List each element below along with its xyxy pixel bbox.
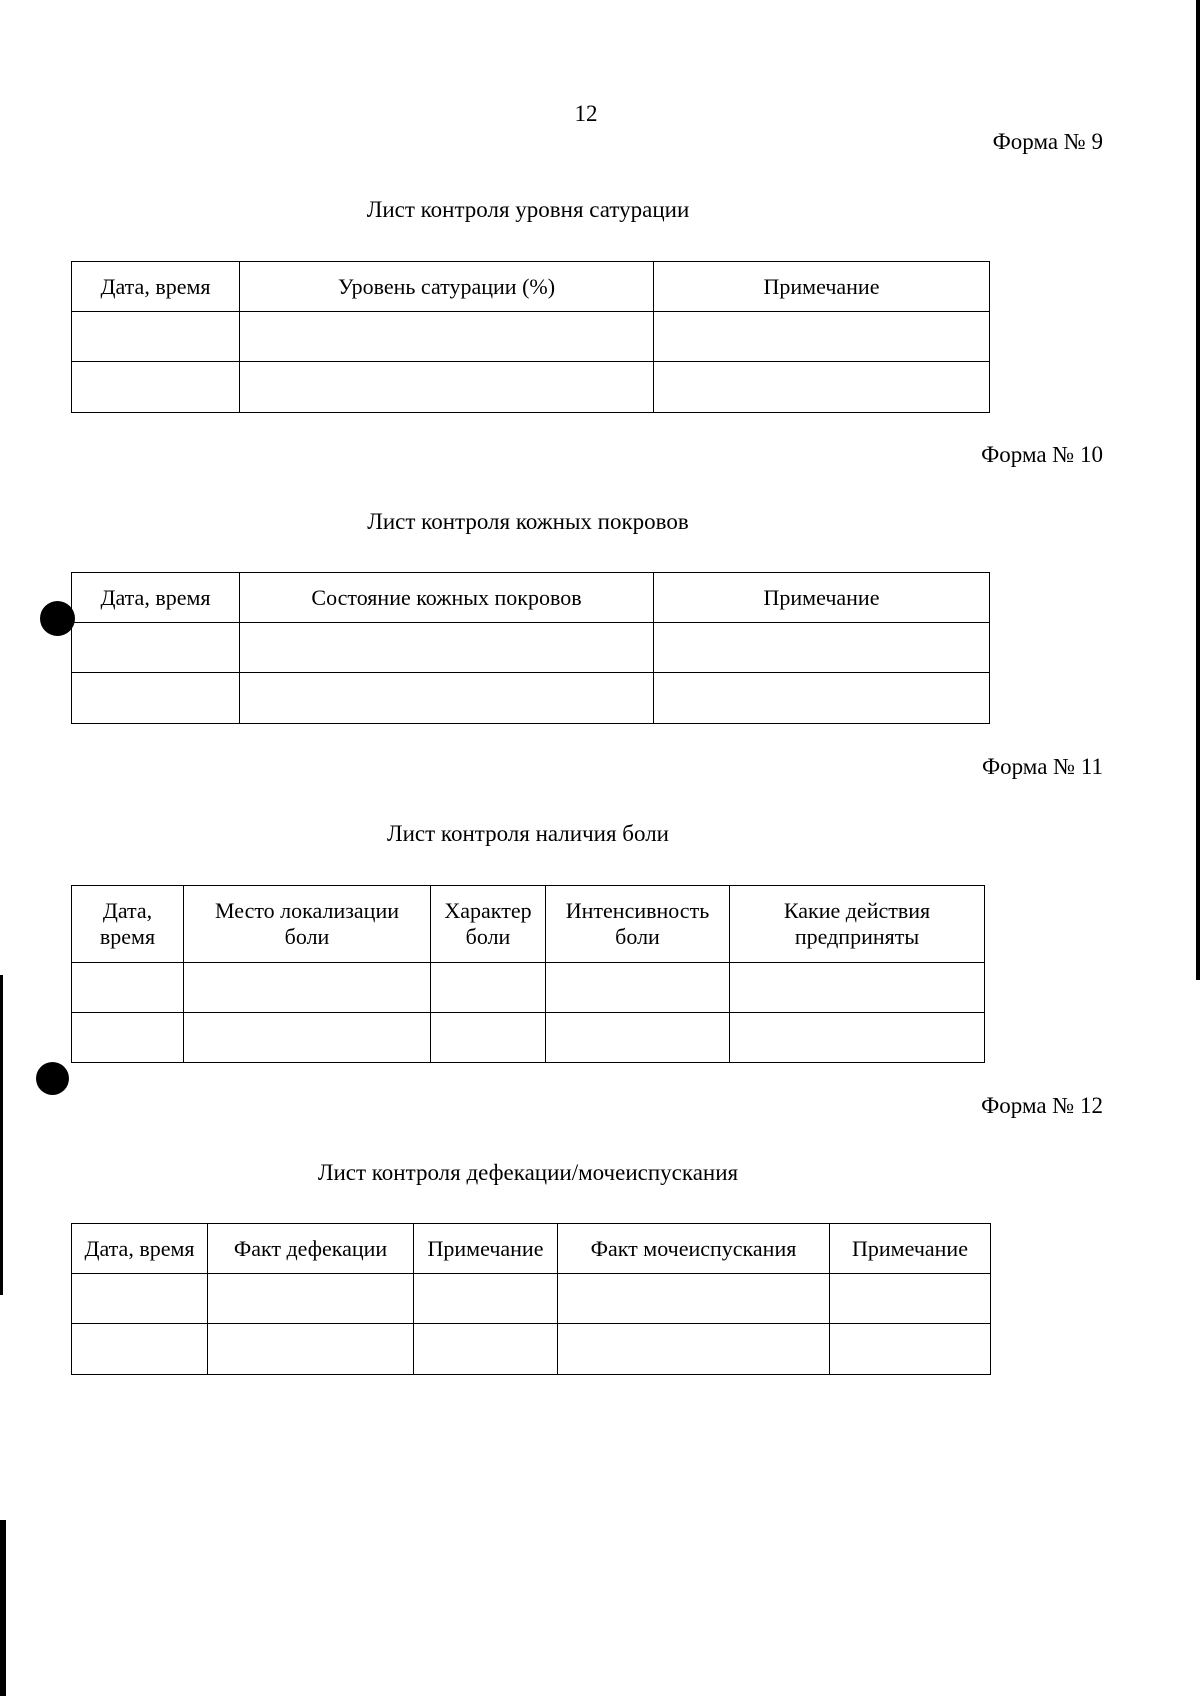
table-cell[interactable] xyxy=(184,1013,431,1063)
sheet-title-saturation: Лист контроля уровня сатурации xyxy=(366,197,690,222)
table-cell[interactable] xyxy=(730,1013,985,1063)
column-header-line: время xyxy=(99,924,156,949)
table-cell[interactable] xyxy=(546,1013,730,1063)
table-cell[interactable] xyxy=(558,1324,830,1375)
pain-table xyxy=(71,885,985,1063)
table-cell[interactable] xyxy=(240,312,654,362)
form-label-10: Форма № 10 xyxy=(981,442,1103,467)
sheet-title-pain: Лист контроля наличия боли xyxy=(387,821,669,846)
table-cell[interactable] xyxy=(208,1274,414,1324)
column-header xyxy=(72,886,184,963)
form-label-12: Форма № 12 xyxy=(981,1093,1103,1118)
scan-edge-left xyxy=(0,975,3,1295)
column-header-line: Характер xyxy=(444,898,532,923)
table-row xyxy=(72,1274,991,1324)
table-cell[interactable] xyxy=(72,673,240,724)
table-cell[interactable] xyxy=(558,1274,830,1324)
form-label-9: Форма № 9 xyxy=(992,129,1103,154)
table-cell[interactable] xyxy=(730,963,985,1013)
column-header xyxy=(730,886,985,963)
column-header: Факт дефекации xyxy=(208,1224,414,1274)
column-header: Дата, время xyxy=(72,262,240,312)
table-row xyxy=(72,362,990,413)
table-cell[interactable] xyxy=(72,1013,184,1063)
column-header: Факт мочеиспускания xyxy=(558,1224,830,1274)
scan-edge-right xyxy=(1196,0,1200,980)
sheet-title-skin: Лист контроля кожных покровов xyxy=(367,509,689,534)
table-header-row xyxy=(72,262,990,312)
table-header-row xyxy=(72,886,985,963)
table-row xyxy=(72,1013,985,1063)
table-header-row xyxy=(72,573,990,623)
column-header-line: боли xyxy=(284,924,330,949)
column-header xyxy=(431,886,546,963)
table-cell[interactable] xyxy=(830,1324,991,1375)
column-header-line: боли xyxy=(465,924,511,949)
table-cell[interactable] xyxy=(654,362,990,413)
table-cell[interactable] xyxy=(72,1324,208,1375)
table-cell[interactable] xyxy=(431,963,546,1013)
column-header-line: предприняты xyxy=(794,924,920,949)
table-row xyxy=(72,623,990,673)
table-cell[interactable] xyxy=(654,673,990,724)
column-header: Дата, время xyxy=(72,1224,208,1274)
table-row xyxy=(72,963,985,1013)
table-cell[interactable] xyxy=(72,623,240,673)
table-cell[interactable] xyxy=(240,623,654,673)
table-cell[interactable] xyxy=(830,1274,991,1324)
sheet-title-defecation: Лист контроля дефекации/мочеиспускания xyxy=(317,1160,739,1185)
scan-edge-left-lower xyxy=(0,1520,6,1696)
column-header-line: боли xyxy=(615,924,660,949)
column-header: Примечание xyxy=(654,262,990,312)
column-header: Состояние кожных покровов xyxy=(240,573,654,623)
table-cell[interactable] xyxy=(72,963,184,1013)
column-header: Примечание xyxy=(414,1224,558,1274)
table-cell[interactable] xyxy=(72,362,240,413)
column-header xyxy=(546,886,730,963)
table-cell[interactable] xyxy=(184,963,431,1013)
column-header: Дата, время xyxy=(72,573,240,623)
column-header: Примечание xyxy=(830,1224,991,1274)
column-header: Уровень сатурации (%) xyxy=(240,262,654,312)
table-row xyxy=(72,1324,991,1375)
punch-hole-lower xyxy=(36,1062,69,1095)
table-cell[interactable] xyxy=(431,1013,546,1063)
table-cell[interactable] xyxy=(72,312,240,362)
column-header: Примечание xyxy=(654,573,990,623)
column-header-line: Интенсивность xyxy=(565,898,710,923)
table-cell[interactable] xyxy=(240,673,654,724)
column-header-line: Какие действия xyxy=(783,898,931,923)
skin-table xyxy=(71,572,990,724)
column-header xyxy=(184,886,431,963)
table-cell[interactable] xyxy=(414,1274,558,1324)
table-cell[interactable] xyxy=(546,963,730,1013)
table-cell[interactable] xyxy=(72,1274,208,1324)
table-cell[interactable] xyxy=(208,1324,414,1375)
table-cell[interactable] xyxy=(240,362,654,413)
table-row xyxy=(72,312,990,362)
page-number: 12 xyxy=(574,101,598,126)
table-header-row xyxy=(72,1224,991,1274)
table-row xyxy=(72,673,990,724)
saturation-table xyxy=(71,261,990,413)
table-cell[interactable] xyxy=(654,623,990,673)
column-header-line: Место локализации xyxy=(215,898,399,923)
table-cell[interactable] xyxy=(414,1324,558,1375)
defecation-table xyxy=(71,1223,991,1375)
column-header-line: Дата, xyxy=(102,898,153,923)
form-label-11: Форма № 11 xyxy=(981,754,1103,779)
table-cell[interactable] xyxy=(654,312,990,362)
punch-hole-upper xyxy=(40,601,75,636)
